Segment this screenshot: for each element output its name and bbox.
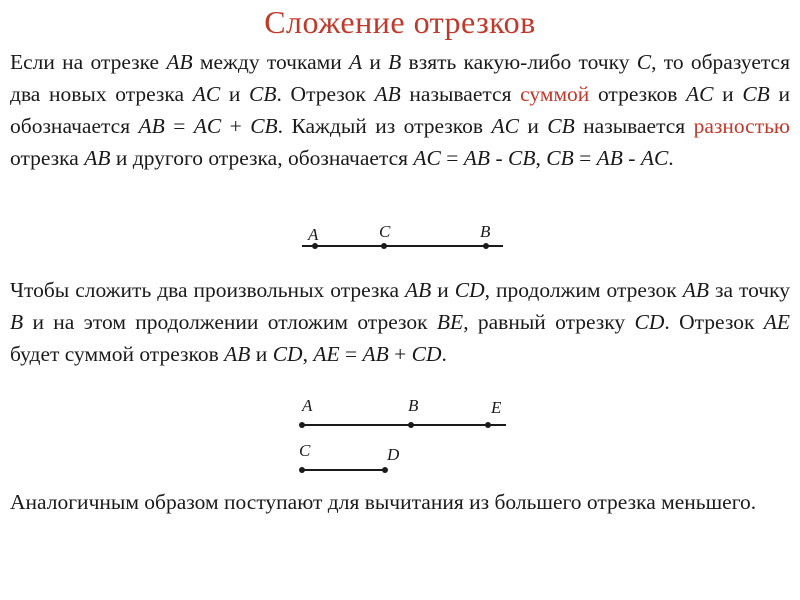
math-var: AB	[463, 146, 491, 170]
text-run: отрезка	[10, 146, 85, 170]
math-var: AC	[640, 146, 669, 170]
text-run: и другого отрезка, обозначается	[110, 146, 414, 170]
math-var: B	[10, 310, 24, 334]
math-var: CB	[250, 114, 278, 138]
text-run: , продолжим отрезок	[484, 278, 683, 302]
math-var: B	[388, 50, 402, 74]
text-run: Чтобы сложить два произвольных отрезка	[10, 278, 406, 302]
text-run: =	[573, 146, 597, 170]
text-run: и	[250, 342, 273, 366]
label-c: C	[379, 222, 391, 241]
text-run: =	[339, 342, 363, 366]
text-run: между точками	[192, 50, 349, 74]
label-d: D	[387, 445, 400, 464]
math-var: AC	[193, 114, 222, 138]
math-var: CD	[454, 278, 485, 302]
math-var: AB	[224, 342, 251, 366]
math-var: AC	[192, 82, 221, 106]
math-var: AE	[313, 342, 340, 366]
math-var: AC	[491, 114, 519, 138]
label-a: A	[302, 396, 313, 415]
text-run: называется	[574, 114, 694, 138]
math-var: AB	[84, 146, 111, 170]
text-run: . Каждый из отрезков	[277, 114, 492, 138]
point-e	[485, 422, 491, 428]
point-d	[382, 467, 388, 473]
text-run: ,	[535, 146, 547, 170]
math-var: AE	[763, 310, 791, 334]
math-var: AC	[686, 82, 714, 106]
text-run: , то образуется два новых отрезка	[10, 50, 790, 106]
math-var: BE	[436, 310, 464, 334]
point-a	[299, 422, 305, 428]
label-b: B	[480, 222, 491, 241]
page-title: Сложение отрезков	[264, 4, 536, 40]
math-var: CB	[546, 146, 574, 170]
math-var: AB	[682, 278, 709, 302]
math-var: AB	[362, 342, 389, 366]
math-var: CD	[272, 342, 303, 366]
highlight-term-sum: суммой	[520, 82, 590, 106]
text-run: . Отрезок	[276, 82, 375, 106]
math-var: CB	[742, 82, 770, 106]
text-run: Если на отрезке	[10, 50, 167, 74]
text-run: будет суммой отрезков	[10, 342, 225, 366]
math-var: AC	[413, 146, 441, 170]
text-run: =	[440, 146, 464, 170]
paragraph-subtraction-note: Аналогичным образом поступают для вычитания из большего отрезка меньшего.	[10, 490, 757, 514]
math-var: CB	[249, 82, 277, 106]
text-run: и	[362, 50, 389, 74]
math-var: AB	[596, 146, 623, 170]
math-var: CD	[411, 342, 442, 366]
math-var: AB	[405, 278, 432, 302]
text-run: . Отрезок	[664, 310, 764, 334]
math-var: AB	[166, 50, 193, 74]
text-run: и	[431, 278, 455, 302]
text-run: и на этом продолжении отложим отрезок	[23, 310, 437, 334]
text-run: и обозначается	[10, 82, 790, 138]
label-c: C	[299, 441, 311, 460]
math-var: CB	[508, 146, 536, 170]
text-run: ,	[302, 342, 314, 366]
math-var: AB	[138, 114, 165, 138]
text-run: =	[164, 114, 194, 138]
point-b	[408, 422, 414, 428]
text-run: и	[713, 82, 743, 106]
text-run: , равный отрезку	[463, 310, 635, 334]
text-run: и	[518, 114, 548, 138]
label-b: B	[408, 396, 419, 415]
text-run: называется	[400, 82, 521, 106]
text-run: +	[221, 114, 251, 138]
text-run: +	[388, 342, 412, 366]
point-c	[299, 467, 305, 473]
math-var: A	[349, 50, 363, 74]
text-run: отрезков	[589, 82, 687, 106]
math-var: C	[636, 50, 652, 74]
math-var: CB	[547, 114, 575, 138]
text-run: за точку	[709, 278, 790, 302]
label-e: E	[491, 398, 502, 417]
label-a: A	[308, 225, 319, 244]
text-run: взять какую-либо точку	[401, 50, 637, 74]
math-var: AB	[374, 82, 401, 106]
text-run: и	[220, 82, 250, 106]
highlight-term-difference: разностью	[693, 114, 790, 138]
text-run: -	[490, 146, 508, 170]
text-run: .	[668, 146, 674, 170]
math-var: CD	[634, 310, 665, 334]
text-run: -	[622, 146, 641, 170]
text-run: .	[441, 342, 447, 366]
